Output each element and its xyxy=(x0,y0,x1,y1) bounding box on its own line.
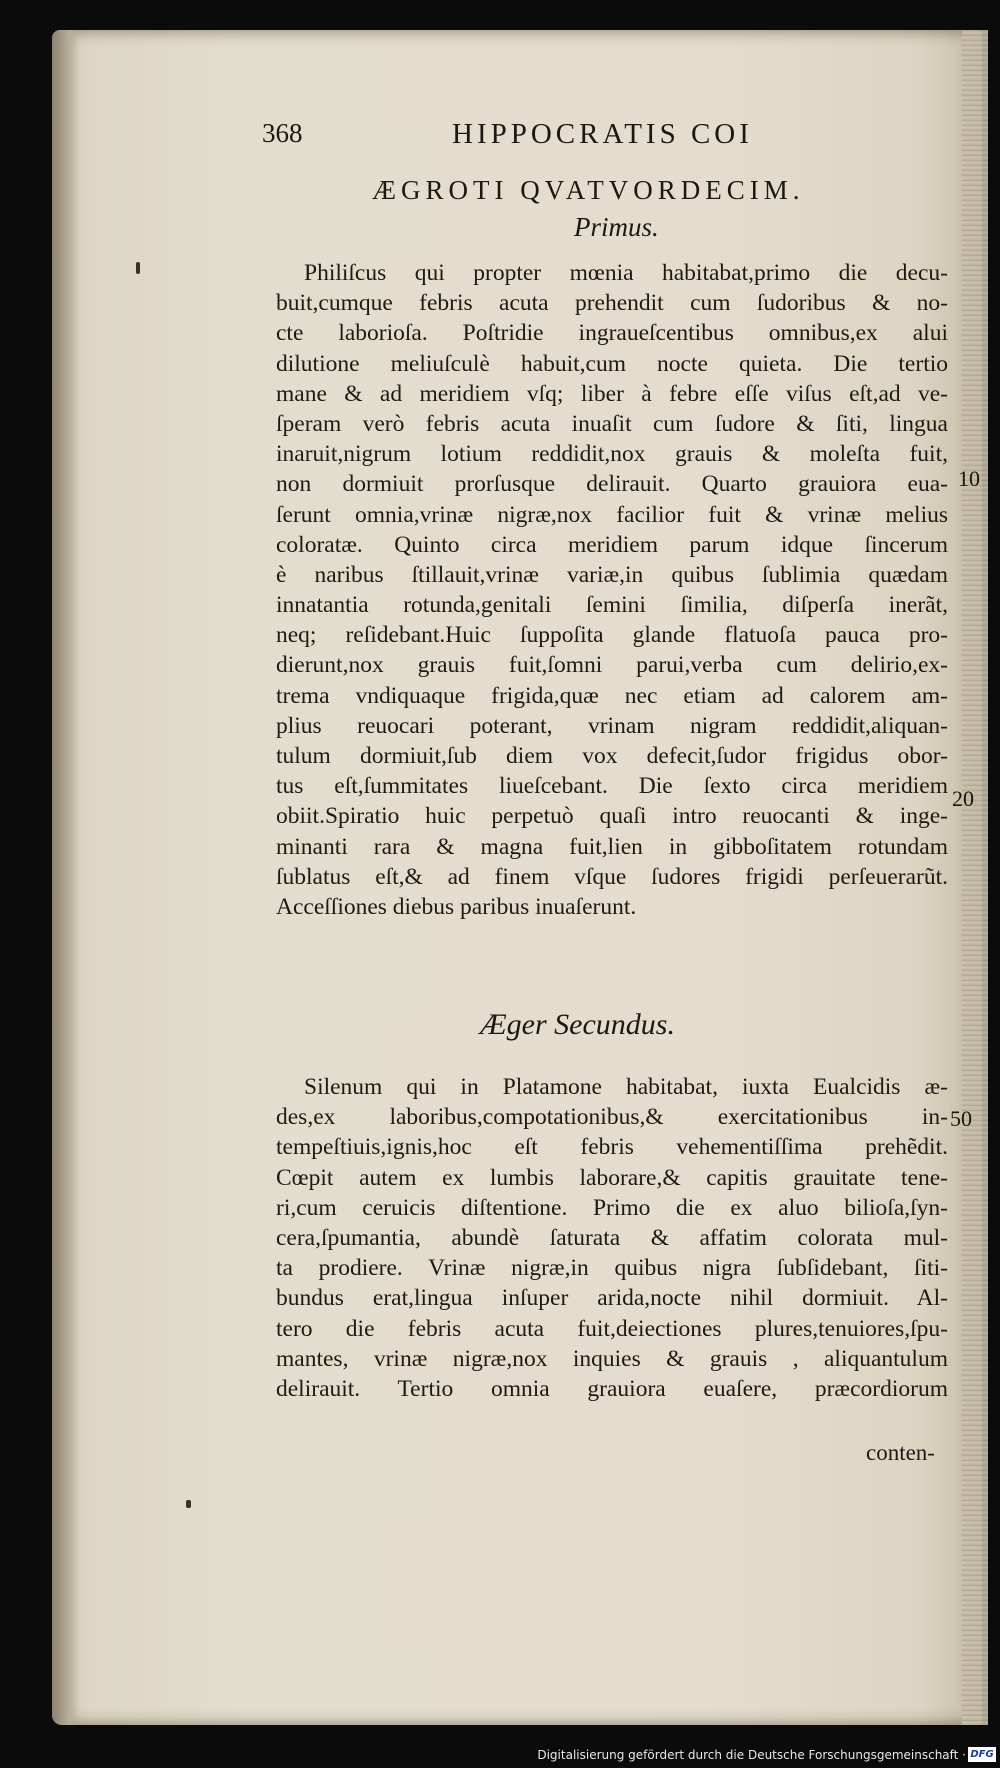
text-line: inaruit,nigrum lotium reddidit,nox grauis & moleſta fuit, xyxy=(276,441,948,468)
text-line: plius reuocari poterant, vrinam nigram reddidit,aliquan- xyxy=(276,712,948,739)
ink-mark xyxy=(136,262,140,274)
text-line: mantes, vrinæ nigræ,nox inquies & grauis , aliquantulum xyxy=(276,1345,948,1372)
text-line: cte laborioſa. Poſtridie ingraueſcentibus omnibus,ex alui xyxy=(276,320,948,347)
text-line: tulum dormiuit,ſub diem vox defecit,ſudor frigidus obor- xyxy=(276,743,948,769)
text-line: Cœpit autem ex lumbis laborare,& capitis grauitate tene- xyxy=(276,1164,948,1191)
text-line: dilutione meliuſculè habuit,cum nocte quieta. Die tertio xyxy=(276,350,948,377)
text-line: tero die febris acuta fuit,deiectiones plures,tenuiores,ſpu- xyxy=(276,1315,948,1342)
text-line: tempeſtiuis,ignis,hoc eſt febris vehementiſſima prehẽdit. xyxy=(276,1134,948,1161)
text-line: coloratæ. Quinto circa meridiem parum idque ſincerum xyxy=(276,531,948,558)
text-line: ri,cum ceruicis diſtentione. Primo die ex aluo bilioſa,ſyn- xyxy=(276,1194,948,1221)
text-line: Acceſſiones diebus paribus inuaſerunt. xyxy=(276,893,637,920)
case-1-text xyxy=(276,258,948,922)
text-line: neq; reſidebant.Huic ſuppoſita glande flatuoſa pauca pro- xyxy=(276,622,948,649)
text-line: Philiſcus qui propter mœnia habitabat,primo die decu- xyxy=(304,260,948,286)
section-title: ÆGROTI QVATVORDECIM. xyxy=(372,175,805,205)
text-line: mane & ad meridiem vſq; liber à febre eſſe viſus eſt,ad ve- xyxy=(276,380,948,407)
text-line: bundus erat,lingua inſuper arida,nocte nihil dormiuit. Al- xyxy=(276,1285,948,1312)
text-line: ſublatus eſt,& ad finem vſque ſudores frigidi perſeuerarũt. xyxy=(276,863,948,890)
page-header xyxy=(262,118,822,160)
text-line: ſperam verò febris acuta inuaſit cum ſudore & ſiti, lingua xyxy=(276,410,948,437)
ink-mark xyxy=(186,1500,191,1508)
text-line: obiit.Spiratio huic perpetuò quaſi intro reuocanti & inge- xyxy=(276,803,948,830)
catchword: conten- xyxy=(866,1440,935,1465)
margin-number: 10 xyxy=(958,466,980,491)
digitization-credit: Digitalisierung gefördert durch die Deutsche Forschungsgemeinschaft · xyxy=(537,1748,966,1762)
text-line: delirauit. Tertio omnia grauiora euaſere, præcordiorum xyxy=(276,1375,948,1402)
text-line: dierunt,nox grauis fuit,ſomni parui,verba cum delirio,ex- xyxy=(276,652,948,679)
text-line: è naribus ſtillauit,vrinæ variæ,in quibus ſublimia quædam xyxy=(276,561,948,588)
dfg-logo: DFG xyxy=(968,1747,996,1762)
page-fore-edge xyxy=(962,30,988,1725)
text-line: innatantia rotunda,genitali ſemini ſimilia, diſperſa inerãt, xyxy=(276,592,948,619)
margin-number: 20 xyxy=(952,786,974,811)
case-1-title: Primus. xyxy=(574,212,659,242)
case-2-title: Æger Secundus. xyxy=(480,1008,675,1041)
text-line: minanti rara & magna fuit,lien in gibboſitatem rotundam xyxy=(276,833,948,860)
page-number: 368 xyxy=(262,118,303,148)
text-line: cera,ſpumantia, abundè ſaturata & affatim colorata mul- xyxy=(276,1224,948,1251)
text-line: ta prodiere. Vrinæ nigræ,in quibus nigra ſubſidebant, ſiti- xyxy=(276,1255,948,1282)
running-head: HIPPOCRATIS COI xyxy=(452,118,753,150)
page-gutter-shadow xyxy=(52,30,80,1725)
text-line: des,ex laboribus,compotationibus,& exercitationibus in- xyxy=(276,1104,948,1131)
case-2-text xyxy=(276,1072,948,1404)
text-line: trema vndiquaque frigida,quæ nec etiam ad calorem am- xyxy=(276,682,948,709)
text-line: Silenum qui in Platamone habitabat, iuxta Eualcidis æ- xyxy=(304,1074,948,1100)
margin-number: 50 xyxy=(950,1106,972,1131)
text-line: buit,cumque febris acuta prehendit cum ſudoribus & no- xyxy=(276,290,948,317)
text-line: non dormiuit prorſusque delirauit. Quarto grauiora eua- xyxy=(276,471,948,498)
text-line: tus eſt,ſummitates liueſcebant. Die ſexto circa meridiem xyxy=(276,773,948,800)
text-line: ſerunt omnia,vrinæ nigræ,nox facilior fuit & vrinæ melius xyxy=(276,501,948,528)
